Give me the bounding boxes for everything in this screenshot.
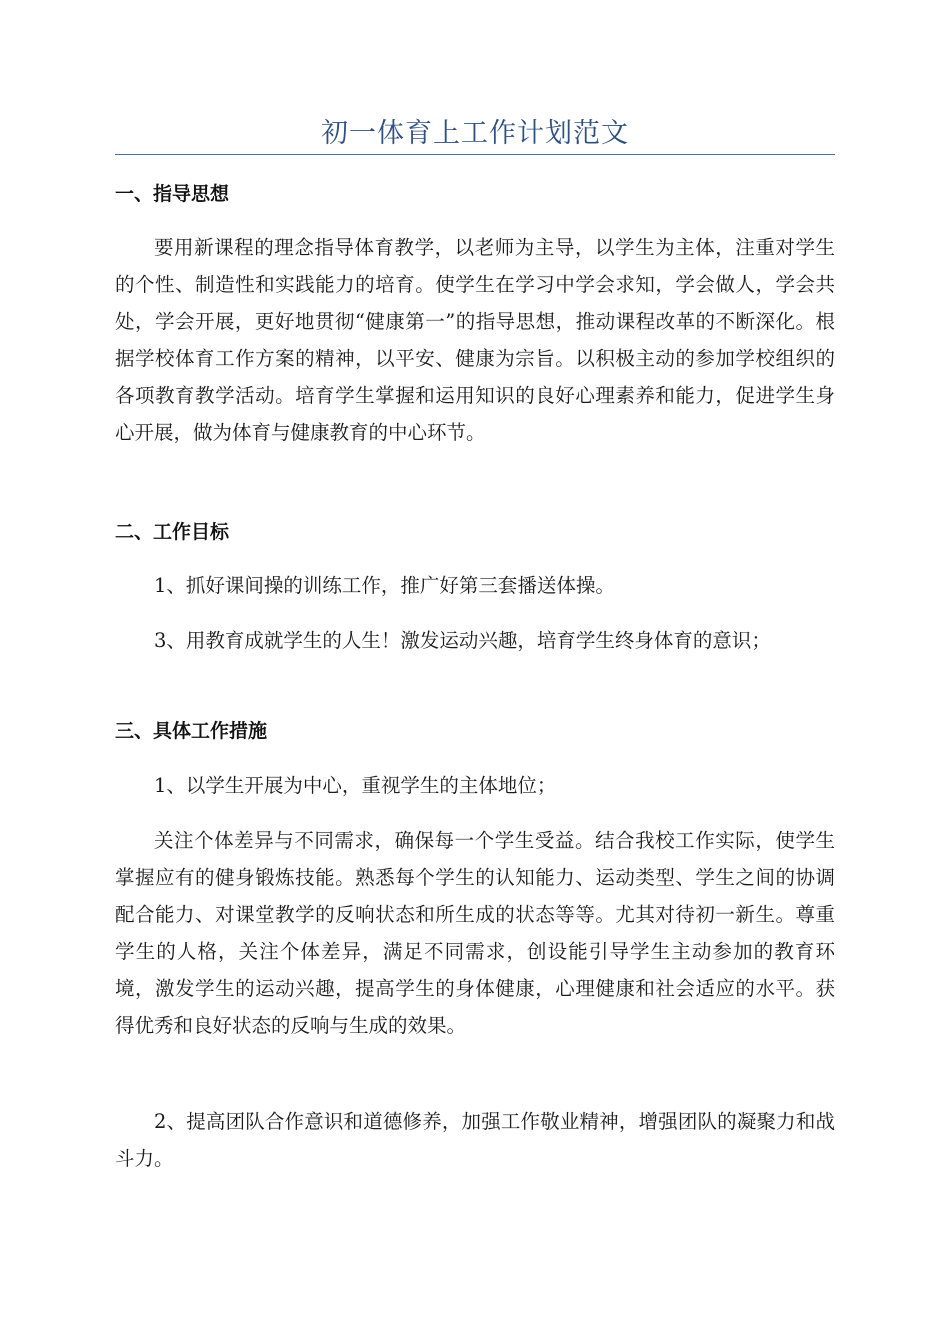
paragraph-goal-1: 1、抓好课间操的训练工作，推广好第三套播送体操。 [154,574,615,597]
title-underline [115,154,835,155]
section-heading-measures: 三、具体工作措施 [115,720,268,742]
document-title: 初一体育上工作计划范文 [321,118,629,149]
paragraph-goal-3: 3、用教育成就学生的人生！激发运动兴趣，培育学生终身体育的意识； [154,629,771,652]
section-heading-work-goals: 二、工作目标 [115,521,230,543]
paragraph-measure-1: 1、以学生开展为中心，重视学生的主体地位； [154,774,557,797]
paragraph-measure-1-detail: 关注个体差异与不同需求，确保每一个学生受益。结合我校工作实际，使学生掌握应有的健身锻炼技能。熟悉每个学生的认知能力、运动类型、学生之间的协调配合能力、对课堂教学的反响状态和所生成的状态等等。尤其对待初一新生。尊重学生的人格，关注个体差异，满足不同需求，创设能引导学生主动参加的教育环境，激发学生的运动兴趣，提高学生的身体健康，心理健康和社会适应的水平。获得优秀和良好状态的反响与生成的效果。 [115,829,835,1037]
section-heading-guiding-ideology: 一、指导思想 [115,183,230,205]
paragraph-guiding-ideology: 要用新课程的理念指导体育教学，以老师为主导，以学生为主体，注重对学生的个性、制造性和实践能力的培育。使学生在学习中学会求知，学会做人，学会共处，学会开展，更好地贯彻“健康第一”的指导思想，推动课程改革的不断深化。根据学校体育工作方案的精神，以平安、健康为宗旨。以积极主动的参加学校组织的各项教育教学活动。培育学生掌握和运用知识的良好心理素养和能力，促进学生身心开展，做为体育与健康教育的中心环节。 [115,236,835,444]
paragraph-measure-2: 2、提高团队合作意识和道德修养，加强工作敬业精神，增强团队的凝聚力和战斗力。 [115,1110,835,1170]
